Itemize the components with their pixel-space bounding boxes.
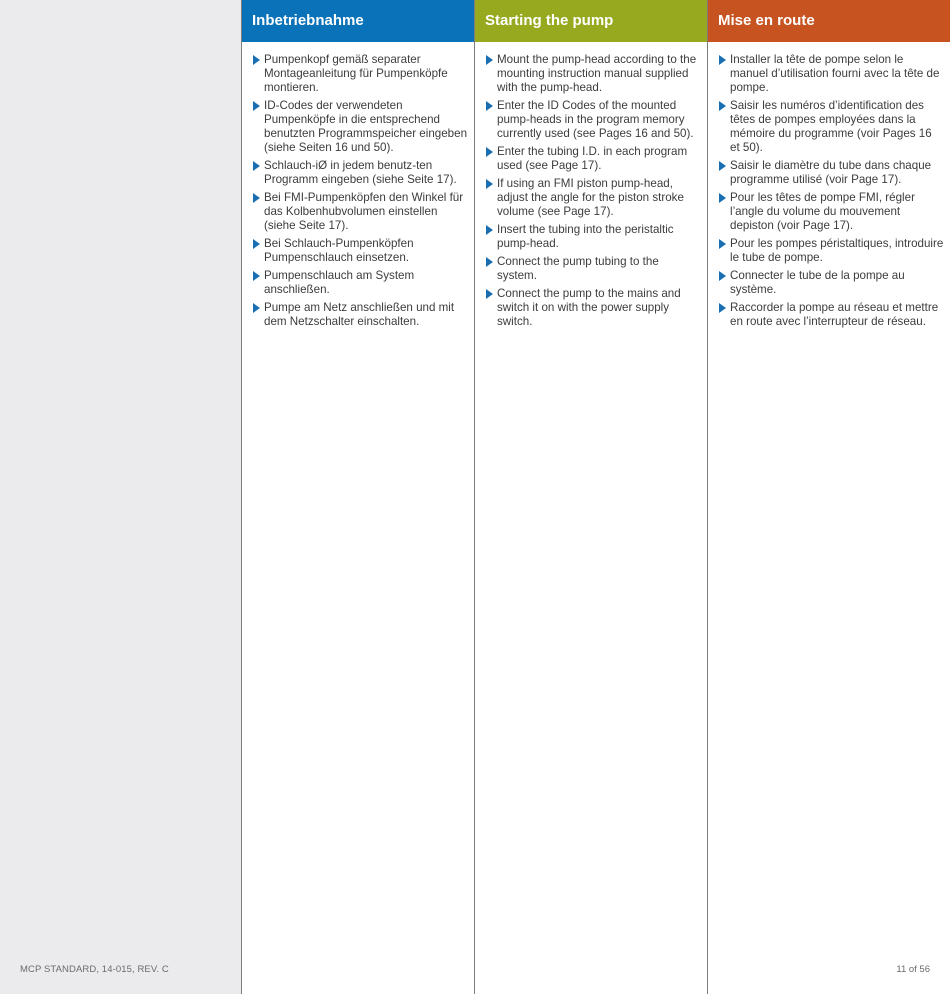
left-margin-panel: [0, 0, 241, 994]
list-item: Pour les pompes péristaltiques, introduire le tube de pompe.: [719, 237, 944, 265]
list-item: Schlauch-iØ in jedem benutz-ten Programm eingeben (siehe Seite 17).: [253, 159, 468, 187]
list-item: Raccorder la pompe au réseau et mettre en route avec l’interrupteur de réseau.: [719, 301, 944, 329]
list-item: Bei Schlauch-Pumpenköpfen Pumpenschlauch einsetzen.: [253, 237, 468, 265]
english-column-title: Starting the pump: [475, 0, 707, 42]
french-column-title: Mise en route: [708, 0, 950, 42]
triangle-bullet-icon: [486, 289, 493, 299]
triangle-bullet-icon: [253, 239, 260, 249]
triangle-bullet-icon: [719, 239, 726, 249]
list-item: Saisir le diamètre du tube dans chaque programme utilisé (voir Page 17).: [719, 159, 944, 187]
document-id: MCP STANDARD, 14-015, REV. C: [20, 964, 169, 975]
triangle-bullet-icon: [719, 271, 726, 281]
german-column-title: Inbetriebnahme: [242, 0, 474, 42]
list-item: Connecter le tube de la pompe au système.: [719, 269, 944, 297]
list-item: Installer la tête de pompe selon le manuel d’utilisation fourni avec la tête de pompe.: [719, 53, 944, 95]
german-instruction-list: [242, 42, 474, 329]
english-column: [474, 0, 707, 994]
list-item: ID-Codes der verwendeten Pumpenköpfe in die entsprechend benutzten Programmspeicher eingeben (siehe Seiten 16 und 50).: [253, 99, 468, 155]
french-instruction-list: [708, 42, 950, 329]
list-item: Insert the tubing into the peristaltic pump-head.: [486, 223, 701, 251]
triangle-bullet-icon: [486, 147, 493, 157]
list-item: Mount the pump-head according to the mounting instruction manual supplied with the pump-head.: [486, 53, 701, 95]
french-column: [707, 0, 950, 994]
triangle-bullet-icon: [253, 271, 260, 281]
list-item: Enter the tubing I.D. in each program used (see Page 17).: [486, 145, 701, 173]
triangle-bullet-icon: [719, 193, 726, 203]
triangle-bullet-icon: [253, 303, 260, 313]
triangle-bullet-icon: [719, 55, 726, 65]
triangle-bullet-icon: [719, 161, 726, 171]
list-item: Pumpenkopf gemäß separater Montageanleitung für Pumpenköpfe montieren.: [253, 53, 468, 95]
triangle-bullet-icon: [719, 303, 726, 313]
list-item: Pumpenschlauch am System anschließen.: [253, 269, 468, 297]
german-column: [241, 0, 474, 994]
triangle-bullet-icon: [486, 101, 493, 111]
list-item: Enter the ID Codes of the mounted pump-heads in the program memory currently used (see Pages 16 and 50).: [486, 99, 701, 141]
list-item: Connect the pump tubing to the system.: [486, 255, 701, 283]
list-item: Saisir les numéros d’identification des têtes de pompes employées dans la mémoire du programme (voir Pages 16 et 50).: [719, 99, 944, 155]
triangle-bullet-icon: [253, 193, 260, 203]
list-item: Bei FMI-Pumpenköpfen den Winkel für das Kolbenhubvolumen einstellen (siehe Seite 17).: [253, 191, 468, 233]
triangle-bullet-icon: [253, 161, 260, 171]
list-item: Connect the pump to the mains and switch it on with the power supply switch.: [486, 287, 701, 329]
triangle-bullet-icon: [486, 179, 493, 189]
triangle-bullet-icon: [486, 257, 493, 267]
triangle-bullet-icon: [253, 101, 260, 111]
triangle-bullet-icon: [486, 225, 493, 235]
triangle-bullet-icon: [486, 55, 493, 65]
list-item: Pour les têtes de pompe FMI, régler l’angle du volume du mouvement depiston (voir Page 17).: [719, 191, 944, 233]
page-number: 11 of 56: [896, 964, 930, 975]
list-item: If using an FMI piston pump-head, adjust the angle for the piston stroke volume (see Page 17).: [486, 177, 701, 219]
triangle-bullet-icon: [253, 55, 260, 65]
triangle-bullet-icon: [719, 101, 726, 111]
list-item: Pumpe am Netz anschließen und mit dem Netzschalter einschalten.: [253, 301, 468, 329]
english-instruction-list: [475, 42, 707, 329]
